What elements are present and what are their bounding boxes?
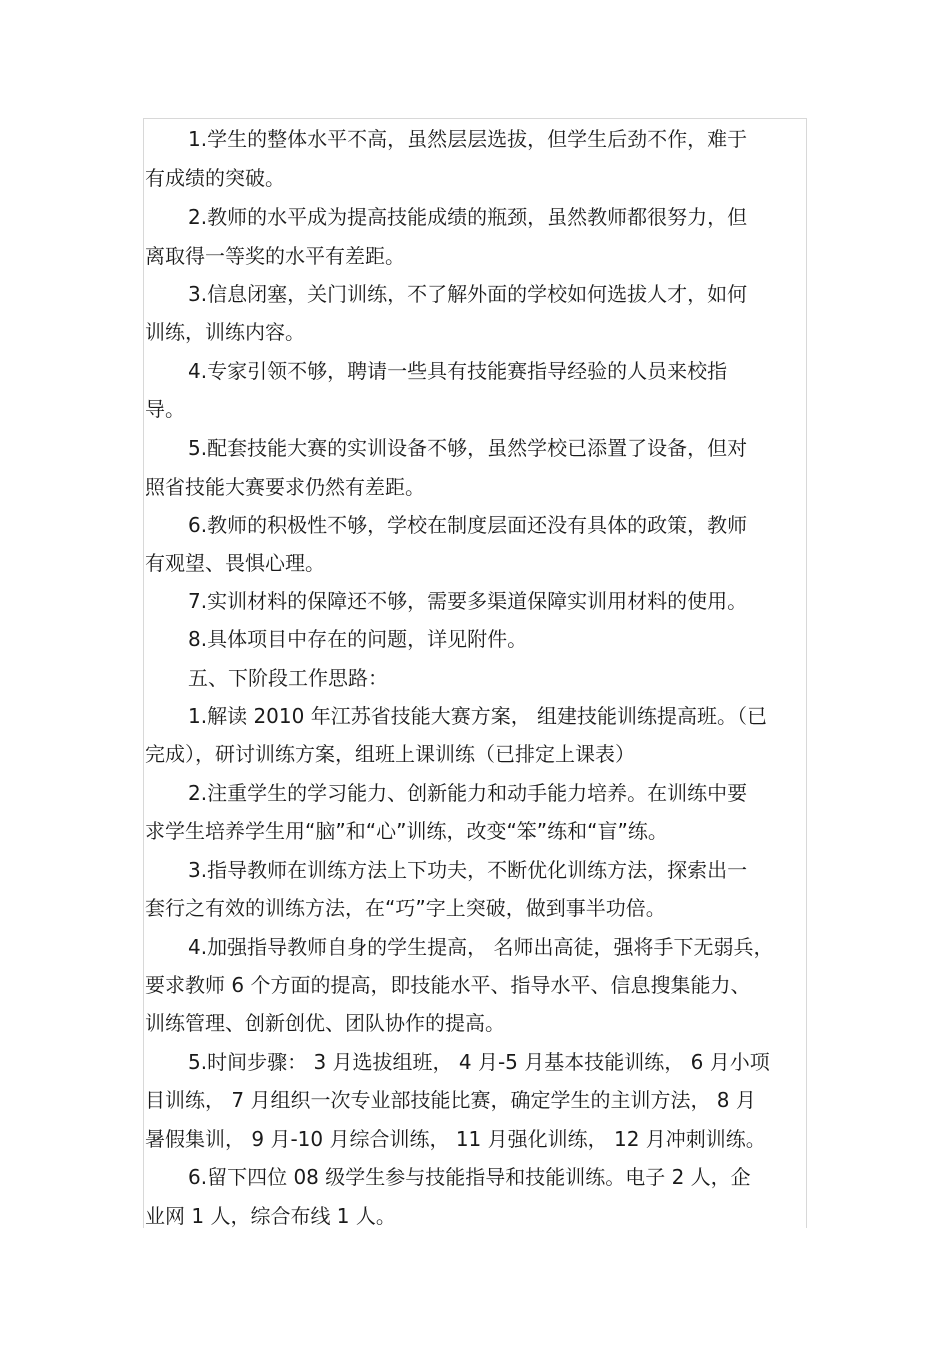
- paragraph-line: 训练，训练内容。: [145, 320, 305, 344]
- paragraph-line: 5.配套技能大赛的实训设备不够，虽然学校已添置了设备，但对: [188, 436, 748, 460]
- paragraph-line: 导。: [145, 397, 185, 421]
- paragraph-line: 1.学生的整体水平不高，虽然层层选拔，但学生后劲不作，难于: [188, 127, 748, 151]
- section-heading: 五、下阶段工作思路：: [188, 666, 388, 690]
- paragraph-line: 8.具体项目中存在的问题，详见附件。: [188, 627, 528, 651]
- paragraph-line: 5.时间步骤： 3 月选拔组班， 4 月-5 月基本技能训练， 6 月小项: [188, 1050, 770, 1074]
- paragraph-line: 完成），研讨训练方案，组班上课训练（已排定上课表）: [145, 742, 635, 766]
- paragraph-line: 暑假集训， 9 月-10 月综合训练， 11 月强化训练， 12 月冲刺训练。: [145, 1127, 766, 1151]
- paragraph-line: 7.实训材料的保障还不够，需要多渠道保障实训用材料的使用。: [188, 589, 748, 613]
- paragraph-line: 要求教师 6 个方面的提高，即技能水平、指导水平、信息搜集能力、: [145, 973, 751, 997]
- paragraph-line: 有观望、畏惧心理。: [145, 551, 325, 575]
- paragraph-line: 训练管理、创新创优、团队协作的提高。: [145, 1011, 505, 1035]
- paragraph-line: 套行之有效的训练方法，在“巧”字上突破，做到事半功倍。: [145, 896, 666, 920]
- paragraph-line: 有成绩的突破。: [145, 166, 285, 190]
- paragraph-line: 6.留下四位 08 级学生参与技能指导和技能训练。电子 2 人，企: [188, 1165, 751, 1189]
- paragraph-line: 3.信息闭塞，关门训练，不了解外面的学校如何选拔人才，如何: [188, 282, 748, 306]
- paragraph-line: 照省技能大赛要求仍然有差距。: [145, 475, 425, 499]
- paragraph-line: 目训练， 7 月组织一次专业部技能比赛，确定学生的主训方法， 8 月: [145, 1088, 756, 1112]
- paragraph-line: 6.教师的积极性不够，学校在制度层面还没有具体的政策，教师: [188, 513, 748, 537]
- paragraph-line: 离取得一等奖的水平有差距。: [145, 244, 405, 268]
- paragraph-line: 4.加强指导教师自身的学生提高， 名师出高徒，强将手下无弱兵，: [188, 935, 774, 959]
- paragraph-line: 求学生培养学生用“脑”和“心”训练，改变“笨”练和“盲”练。: [145, 819, 668, 843]
- paragraph-line: 3.指导教师在训练方法上下功夫，不断优化训练方法，探索出一: [188, 858, 748, 882]
- paragraph-line: 2.注重学生的学习能力、创新能力和动手能力培养。在训练中要: [188, 781, 748, 805]
- paragraph-line: 业网 1 人，综合布线 1 人。: [145, 1204, 396, 1228]
- paragraph-line: 4.专家引领不够，聘请一些具有技能赛指导经验的人员来校指: [188, 359, 728, 383]
- paragraph-line: 1.解读 2010 年江苏省技能大赛方案， 组建技能训练提高班。（已: [188, 704, 768, 728]
- paragraph-line: 2.教师的水平成为提高技能成绩的瓶颈，虽然教师都很努力，但: [188, 205, 748, 229]
